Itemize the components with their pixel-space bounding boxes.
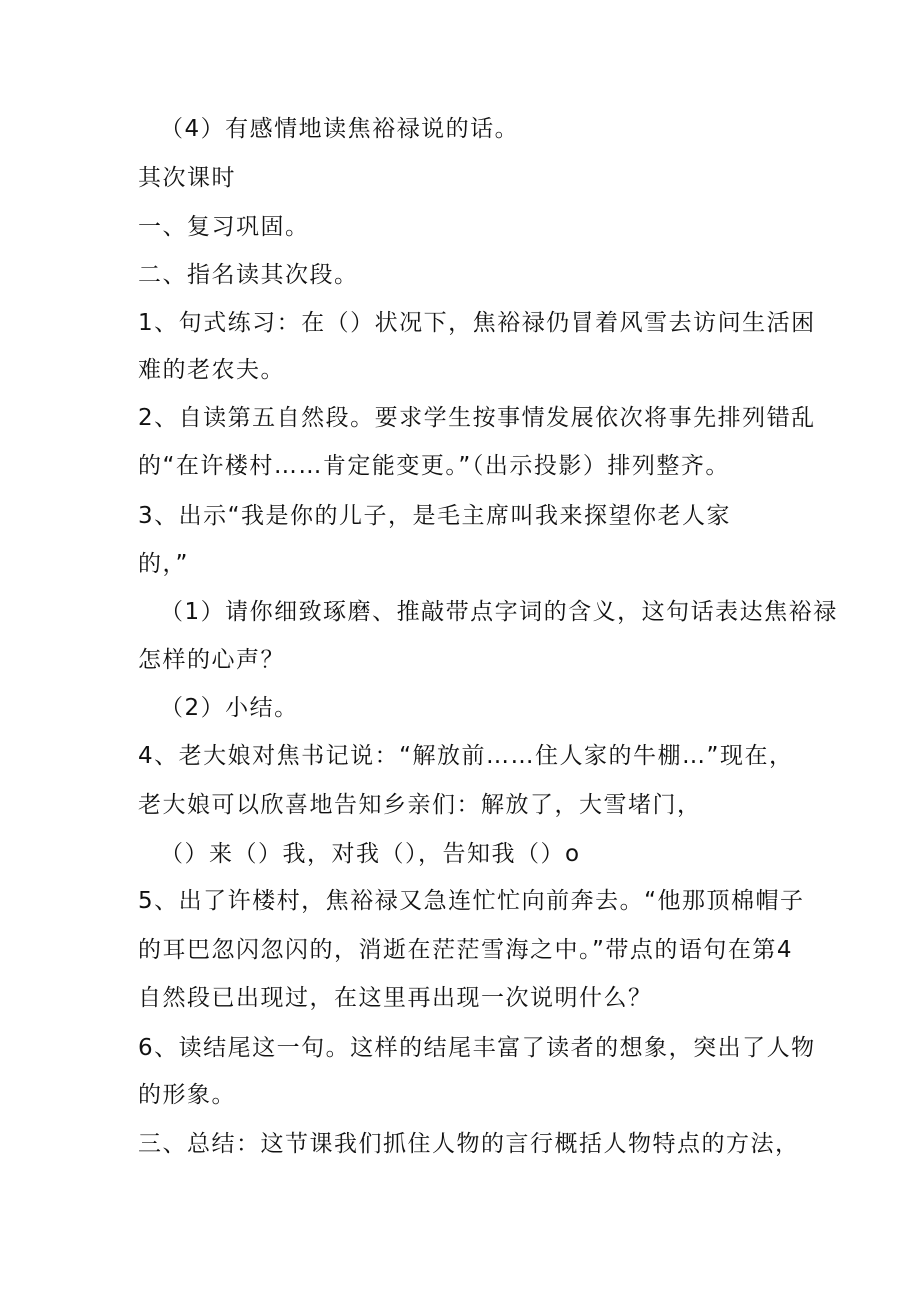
text-line: 自然段已出现过，在这里再出现一次说明什么？ [138, 985, 653, 1011]
text-line: 3、出示“我是你的儿子，是毛主席叫我来探望你老人家 [138, 503, 732, 529]
section-heading: 三、总结：这节课我们抓住人物的言行概括人物特点的方法， [138, 1131, 800, 1157]
text-line: 5、出了许楼村，焦裕禄又急连忙忙向前奔去。“他那顶棉帽子 [138, 888, 805, 914]
lesson-heading: 其次课时 [138, 165, 236, 191]
section-heading: 一、复习巩固。 [138, 214, 310, 240]
text-line: 1、句式练习：在（）状况下，焦裕禄仍冒着风雪去访问生活困 [138, 310, 816, 336]
text-line: 的，” [138, 551, 189, 577]
text-line: 的“在许楼村……肯定能变更。”（出示投影）排列整齐。 [138, 453, 730, 479]
text-line: 老大娘可以欣喜地告知乡亲们：解放了，大雪堵门， [138, 792, 702, 818]
text-line: （2）小结。 [160, 695, 299, 721]
text-line: 2、自读第五自然段。要求学生按事情发展依次将事先排列错乱 [138, 405, 816, 431]
text-line: （1）请你细致琢磨、推敲带点字词的含义，这句话表达焦裕禄 [160, 599, 838, 625]
text-line: 4、老大娘对焦书记说：“解放前……住人家的牛棚…”现在， [138, 743, 794, 769]
text-line: （）来（）我，对我（），告知我（）o [160, 841, 581, 867]
text-line: 难的老农夫。 [138, 357, 285, 383]
section-heading: 二、指名读其次段。 [138, 262, 359, 288]
text-line: 的耳巴忽闪忽闪的，消逝在茫茫雪海之中。”带点的语句在第4 [138, 937, 794, 963]
text-line: 6、读结尾这一句。这样的结尾丰富了读者的想象，突出了人物 [138, 1035, 816, 1061]
text-line: 怎样的心声？ [138, 647, 285, 673]
text-line: 的形象。 [138, 1082, 236, 1108]
text-line: （4）有感情地读焦裕禄说的话。 [160, 116, 520, 142]
